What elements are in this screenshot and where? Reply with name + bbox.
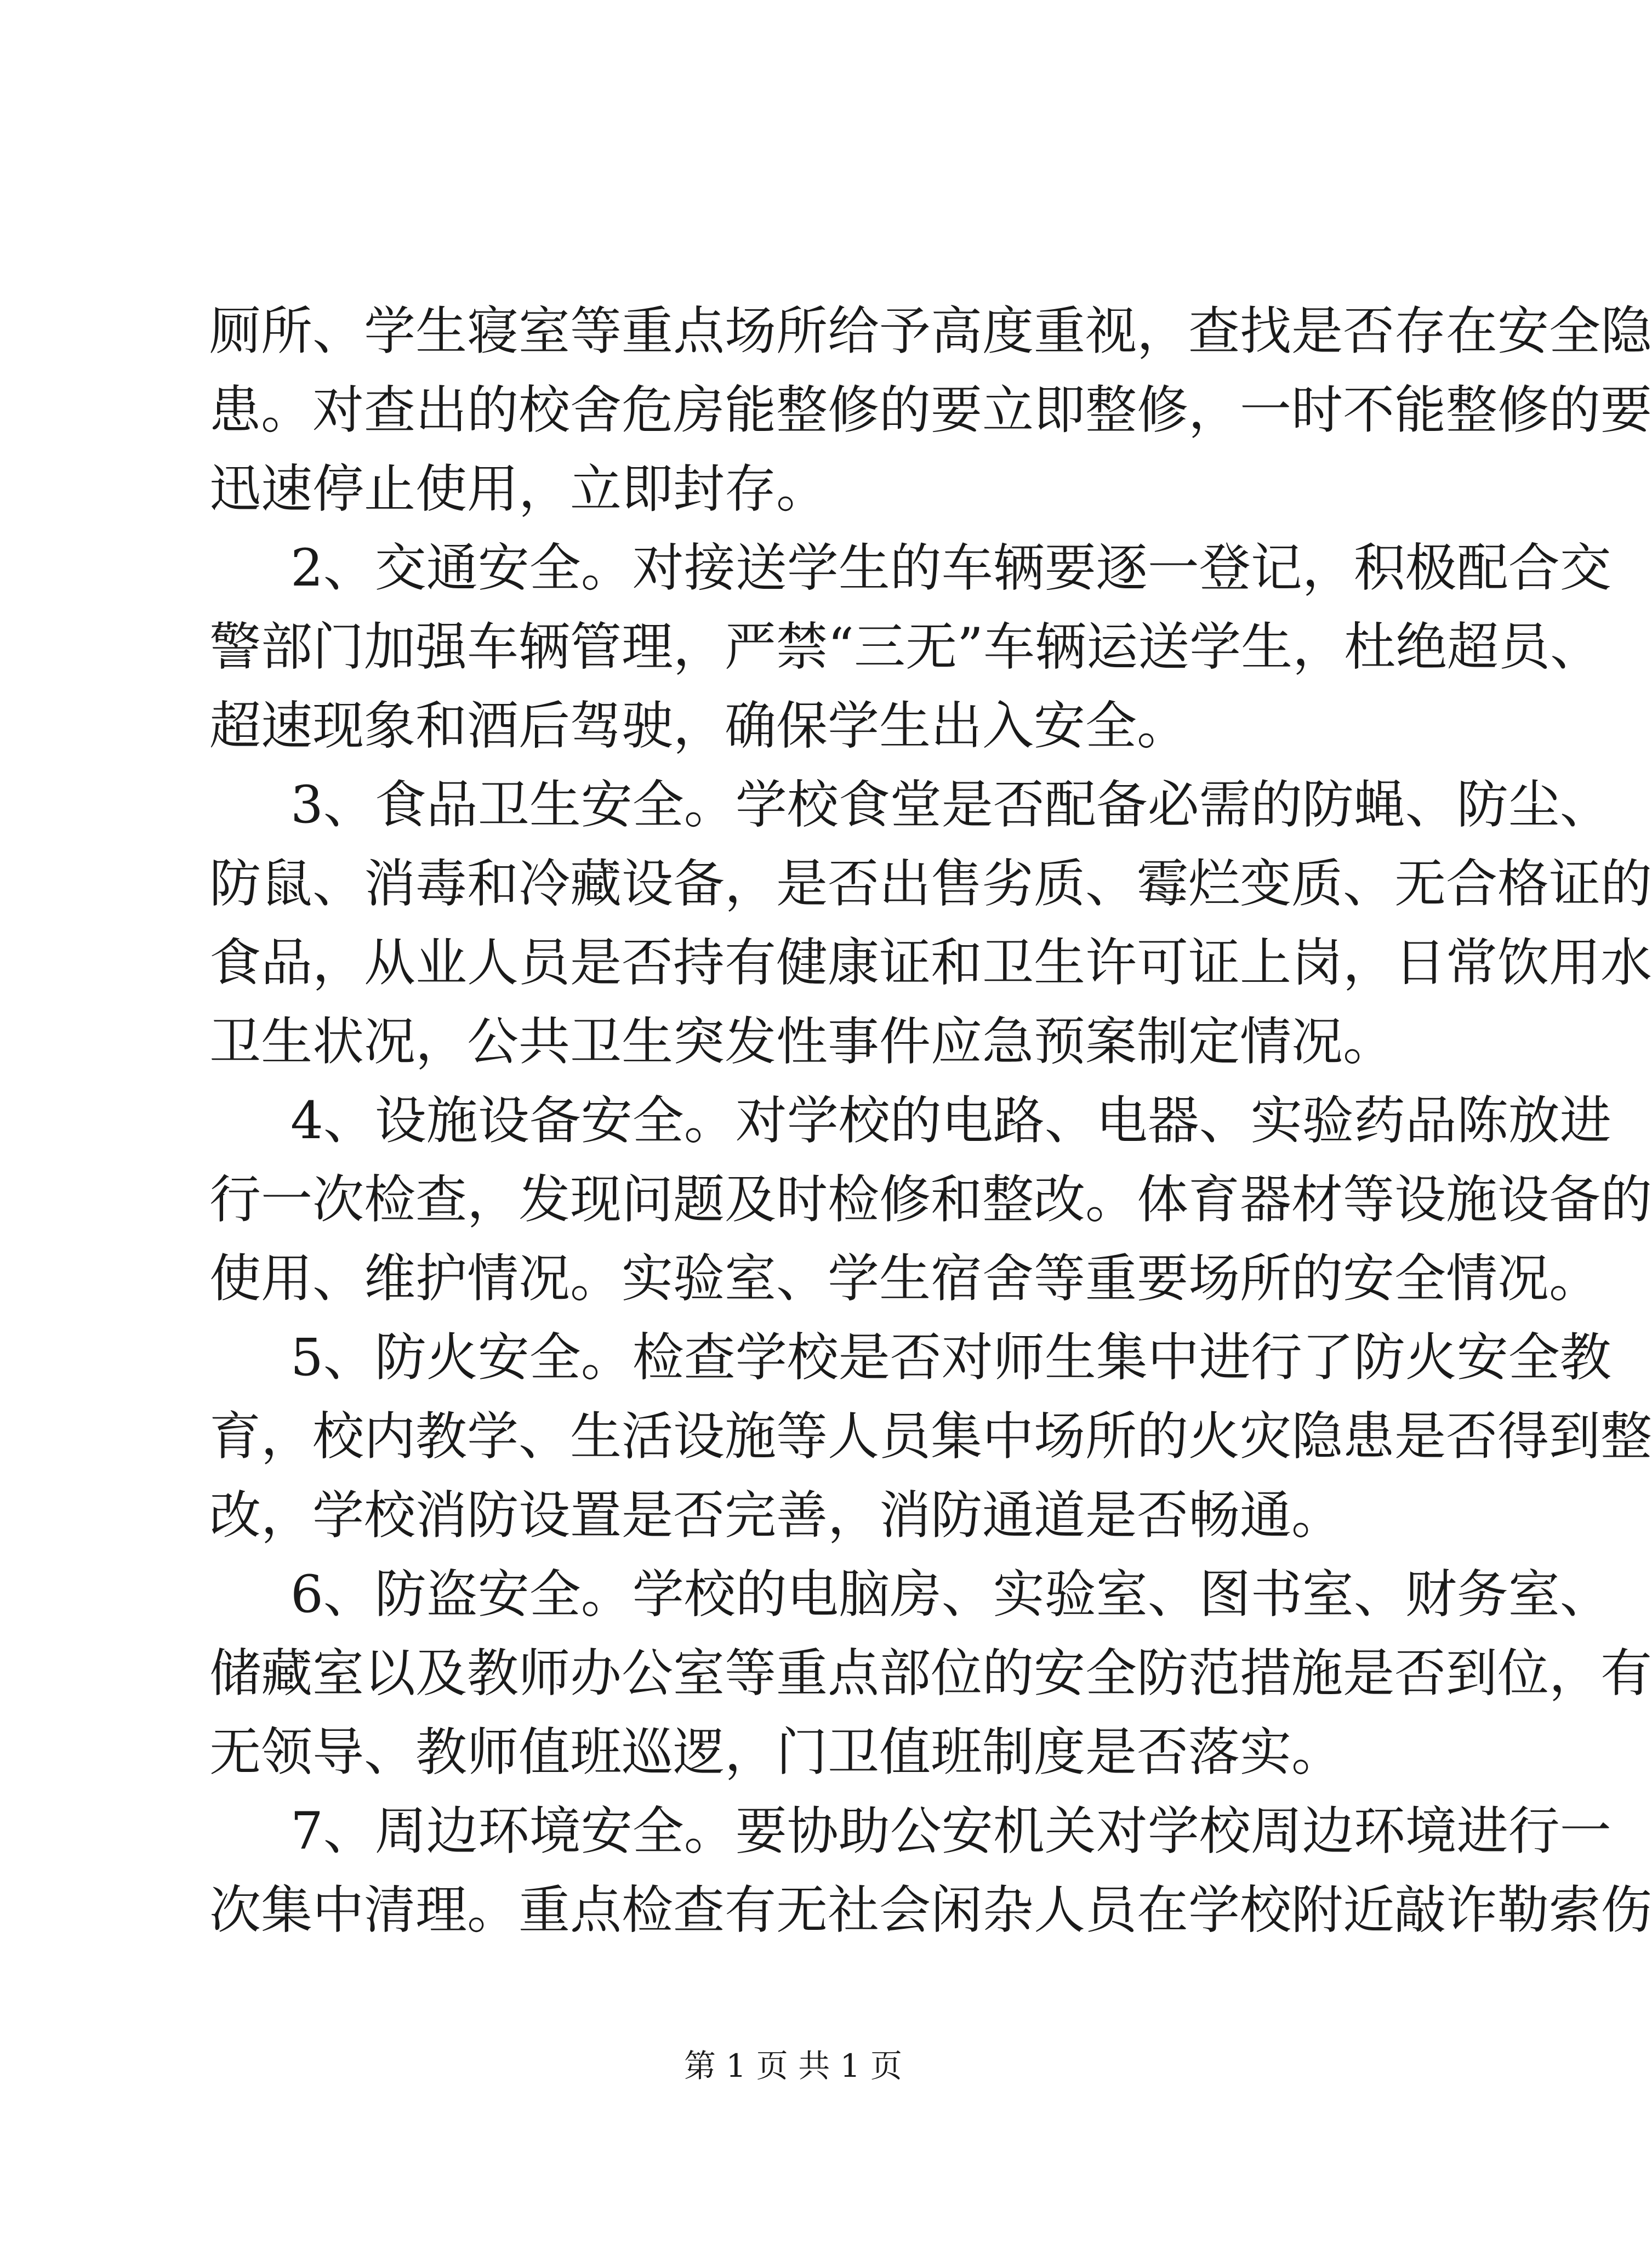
text-line: 无领导、教师值班巡逻，门卫值班制度是否落实。: [209, 1723, 1343, 1782]
text-line: 警部门加强车辆管理，严禁“三无”车辆运送学生，杜绝超员、: [209, 617, 1602, 677]
text-line: 患。对查出的校舍危房能整修的要立即整修，一时不能整修的要: [209, 380, 1652, 440]
paragraph-first-line: 2、交通安全。对接送学生的车辆要逐一登记，积极配合交: [290, 538, 1611, 598]
paragraph-first-line: 3、食品卫生安全。学校食堂是否配备必需的防蝇、防尘、: [290, 775, 1611, 835]
text-line: 食品，从业人员是否持有健康证和卫生许可证上岗，日常饮用水: [209, 933, 1652, 993]
text-line: 改，学校消防设置是否完善，消防通道是否畅通。: [209, 1486, 1343, 1546]
text-line: 储藏室以及教师办公室等重点部位的安全防范措施是否到位，有: [209, 1644, 1652, 1703]
paragraph-first-line: 6、防盗安全。学校的电脑房、实验室、图书室、财务室、: [290, 1565, 1611, 1624]
paragraph-first-line: 7、周边环境安全。要协助公安机关对学校周边环境进行一: [290, 1802, 1611, 1861]
text-line: 卫生状况，公共卫生突发性事件应急预案制定情况。: [209, 1012, 1395, 1072]
text-line: 厕所、学生寝室等重点场所给予高度重视，查找是否存在安全隐: [209, 302, 1652, 361]
text-line: 超速现象和酒后驾驶，确保学生出入安全。: [209, 696, 1189, 756]
text-line: 使用、维护情况。实验室、学生宿舍等重要场所的安全情况。: [209, 1249, 1601, 1309]
text-line: 迅速停止使用，立即封存。: [209, 459, 828, 519]
text-line: 次集中清理。重点检查有无社会闲杂人员在学校附近敲诈勒索伤: [209, 1881, 1652, 1940]
paragraph-first-line: 4、设施设备安全。对学校的电路、电器、实验药品陈放进: [290, 1091, 1611, 1151]
text-line: 育，校内教学、生活设施等人员集中场所的火灾隐患是否得到整: [209, 1407, 1652, 1467]
paragraph-first-line: 5、防火安全。检查学校是否对师生集中进行了防火安全教: [290, 1328, 1611, 1388]
text-line: 行一次检查，发现问题及时检修和整改。体育器材等设施设备的: [209, 1170, 1652, 1230]
page-footer: 第 1 页 共 1 页: [684, 2047, 902, 2084]
text-line: 防鼠、消毒和冷藏设备，是否出售劣质、霉烂变质、无合格证的: [209, 854, 1652, 914]
